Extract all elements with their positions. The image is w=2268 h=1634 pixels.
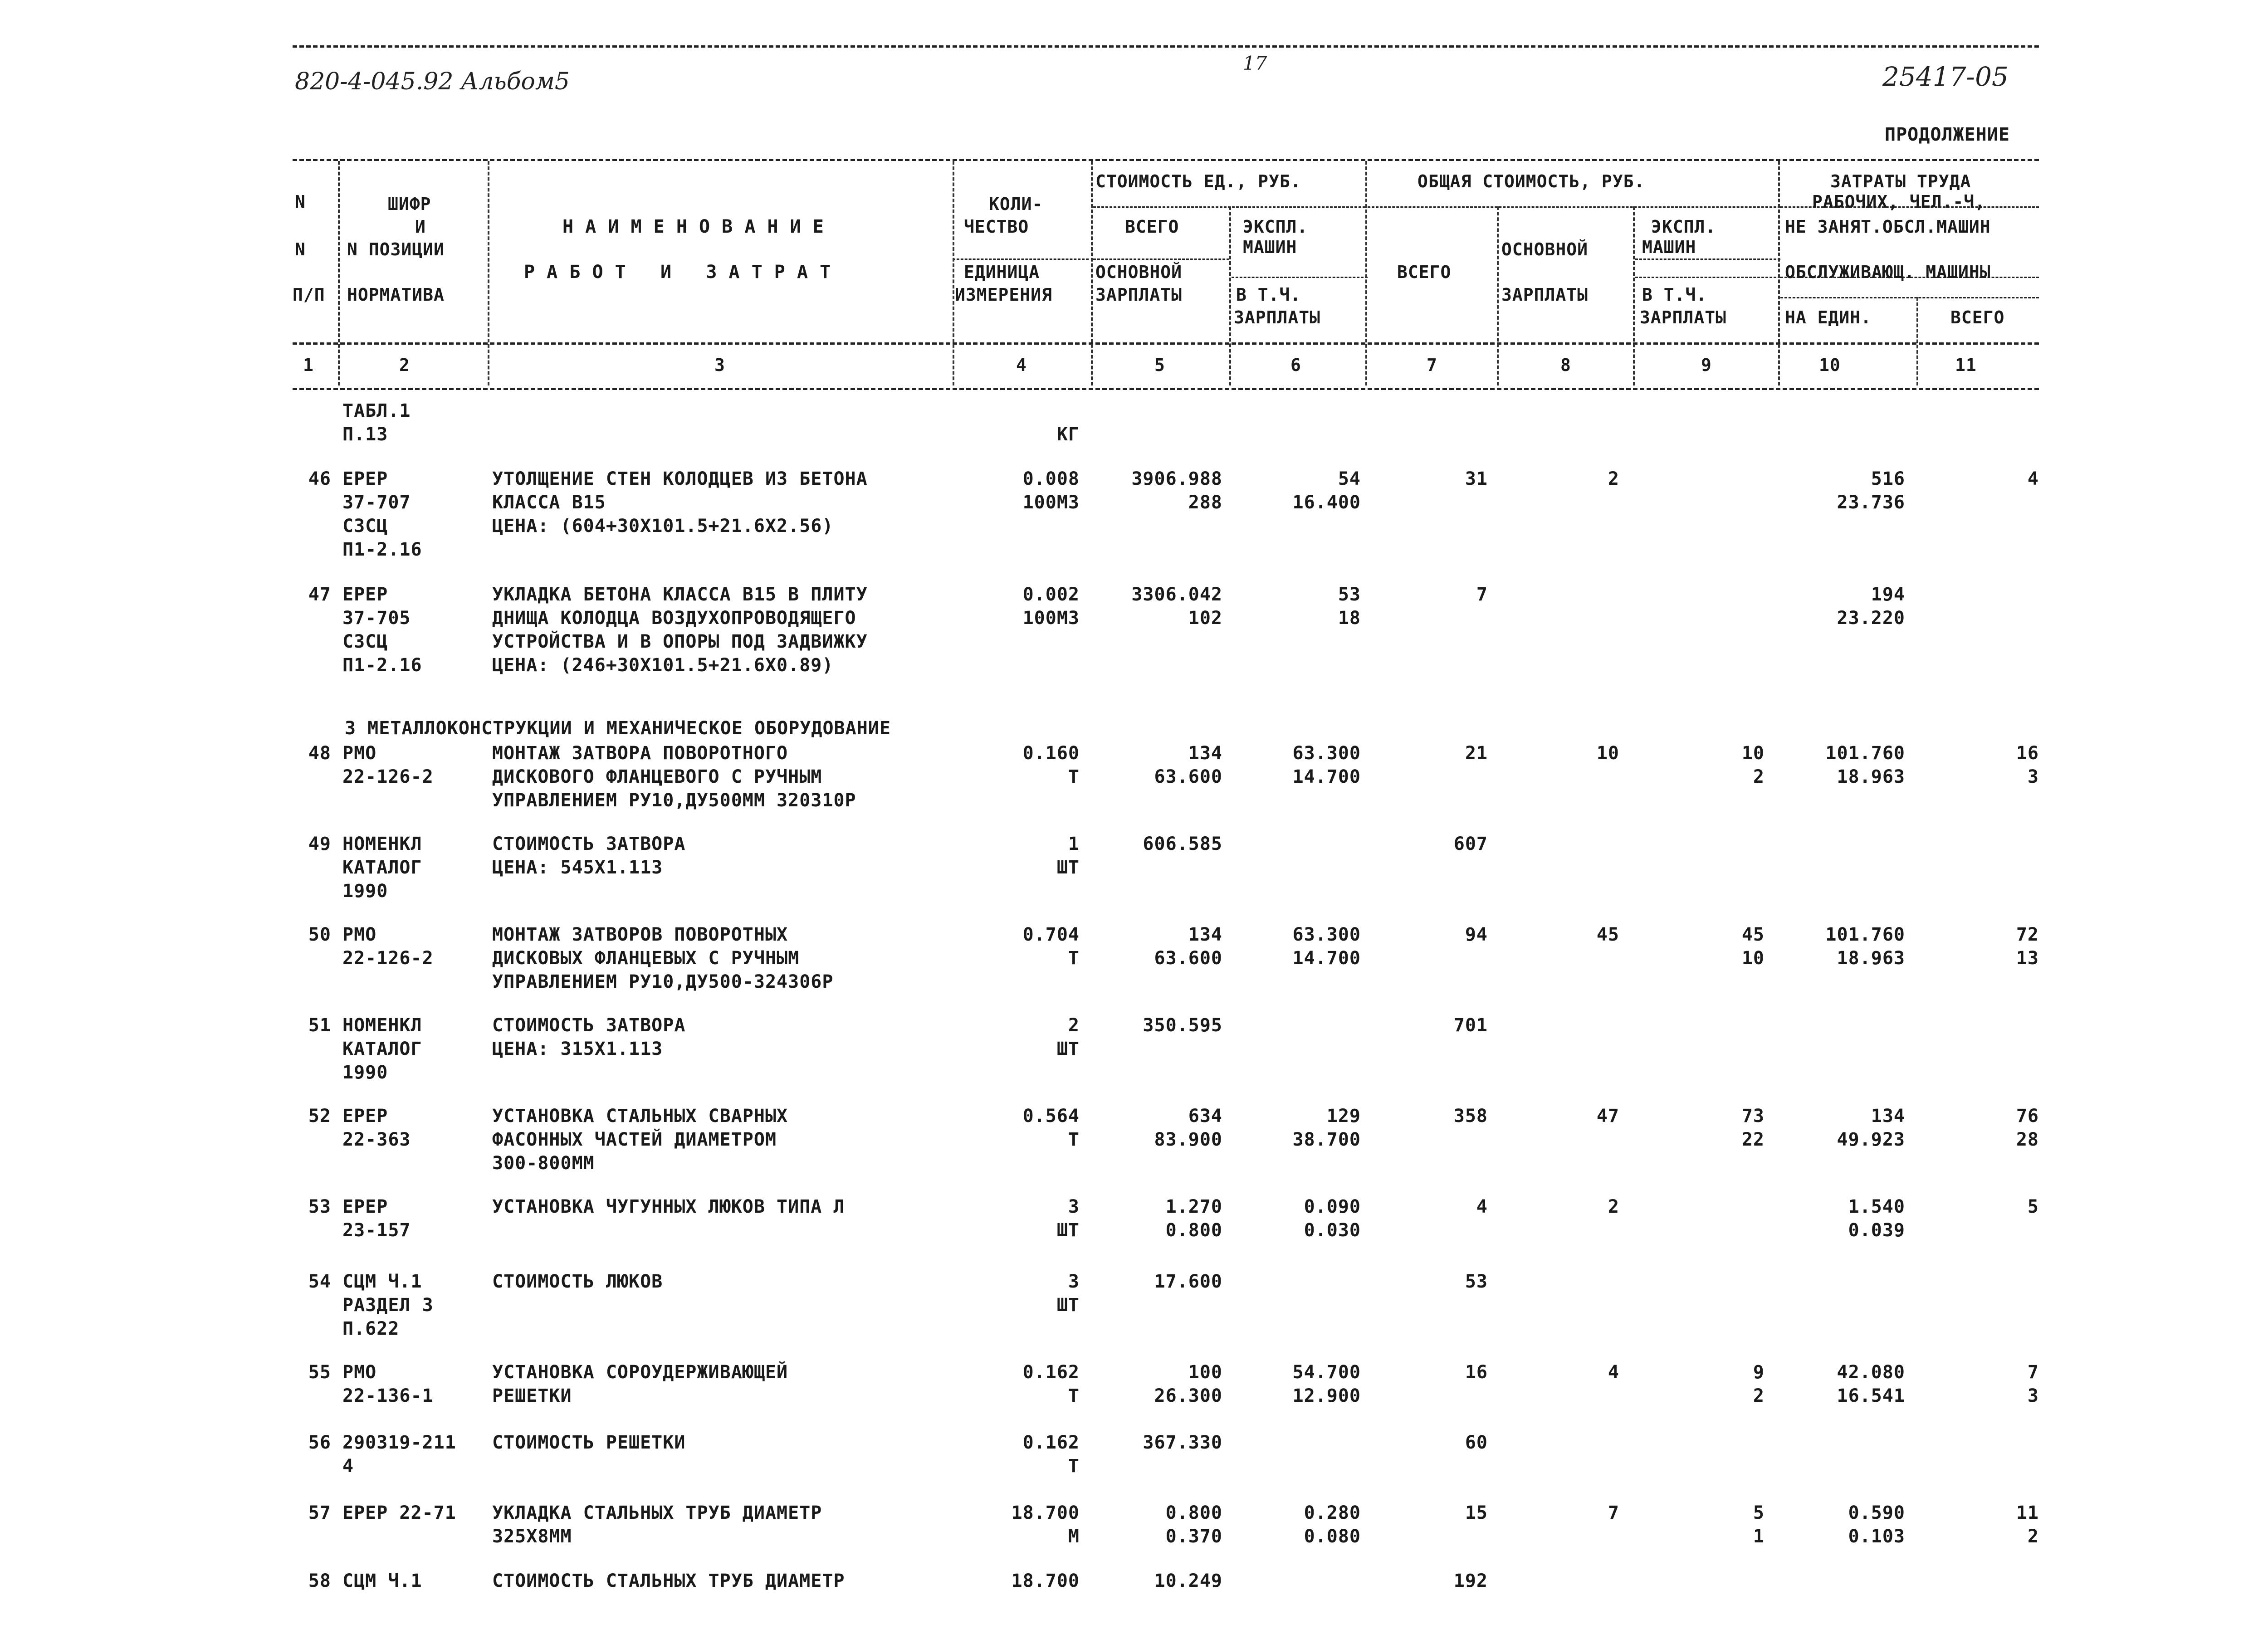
colnum-6: 6 (1290, 355, 1301, 375)
cell-c7: 607 (1453, 834, 1488, 854)
cell-n: 51 (308, 1015, 331, 1036)
cell-c5: 100 26.300 (1154, 1362, 1222, 1406)
cell-c11: 72 13 (2016, 924, 2039, 969)
cell-name: СТОИМОСТЬ ЛЮКОВ (492, 1271, 663, 1292)
cell-name: МОНТАЖ ЗАТВОРА ПОВОРОТНОГО ДИСКОВОГО ФЛАНЦЕВОГО С РУЧНЫМ УПРАВЛЕНИЕМ РУ10,ДУ500ММ 320310Р (492, 743, 856, 811)
vsep-10 (1916, 297, 1918, 385)
h-c6-0: ЭКСПЛ. (1243, 217, 1308, 237)
h9-subline (1635, 259, 1780, 260)
cell-n: 53 (308, 1196, 331, 1217)
h-c6-3: ЗАРПЛАТЫ (1234, 307, 1321, 327)
cell-name: УСТАНОВКА СТАЛЬНЫХ СВАРНЫХ ФАСОННЫХ ЧАСТЕЙ ДИАМЕТРОМ 300-800ММ (492, 1106, 788, 1174)
h-c9-1: МАШИН (1642, 237, 1696, 257)
cell-name: СТОИМОСТЬ РЕШЕТКИ (492, 1432, 686, 1453)
cell-c8: 47 (1596, 1106, 1619, 1127)
h-c11: ВСЕГО (1950, 307, 2005, 327)
cell-c6: 63.300 14.700 (1292, 743, 1361, 787)
cell-code: ЕРЕР 37-705 С3СЦ П1-2.16 (342, 584, 422, 676)
cell-c10: 101.760 18.963 (1825, 924, 1905, 969)
section-title: 3 МЕТАЛЛОКОНСТРУКЦИИ И МЕХАНИЧЕСКОЕ ОБОРУДОВАНИЕ (345, 718, 891, 739)
h-c2-3: НОРМАТИВА (347, 285, 445, 305)
cell-c5: 1.270 0.800 (1165, 1196, 1222, 1241)
h-c1-1: N (295, 239, 306, 259)
cell-c10: 1.540 0.039 (1848, 1196, 1905, 1241)
h1011-midline2 (1780, 297, 2039, 298)
colnum-11: 11 (1955, 355, 1977, 375)
cell-qty: 0.704 Т (1022, 924, 1080, 969)
cell-qty: 3 ШТ (1056, 1271, 1080, 1316)
cell-c5: 367.330 (1143, 1432, 1222, 1453)
cell-qty: 2 ШТ (1056, 1015, 1080, 1059)
cell-c11: 11 2 (2016, 1502, 2039, 1547)
h-c9-0: ЭКСПЛ. (1651, 217, 1716, 237)
header-bottom-line (293, 342, 2039, 345)
cell-qty: 0.162 Т (1022, 1432, 1080, 1477)
cell-c5: 0.800 0.370 (1165, 1502, 1222, 1547)
h9-subline2 (1635, 277, 1780, 278)
cell-n: 56 (308, 1432, 331, 1453)
cell-code: РМО 22-126-2 (342, 743, 434, 787)
cell-code: ЕРЕР 37-707 С3СЦ П1-2.16 (342, 468, 422, 560)
cell-c6: 0.280 0.080 (1304, 1502, 1361, 1547)
vsep-3 (953, 161, 954, 385)
cell-c5: 3906.988 288 (1131, 468, 1222, 513)
h6-subline (1232, 277, 1368, 278)
cell-c5: 10.249 (1154, 1571, 1222, 1591)
cell-c8: 2 (1608, 1196, 1619, 1217)
cell-name: УКЛАДКА БЕТОНА КЛАССА В15 В ПЛИТУ ДНИЩА КОЛОДЦА ВОЗДУХОПРОВОДЯЩЕГО УСТРОЙСТВА И В ОПОРЫ ПОД ЗАДВИЖКУ ЦЕНА: (246+30Х101.5+21.6Х0.89) (492, 584, 868, 676)
cell-c7: 4 (1476, 1196, 1488, 1217)
doc-code: 820-4-045.92 Альбом5 (295, 68, 570, 95)
cell-n: 49 (308, 834, 331, 854)
page-number: 17 (1243, 52, 1267, 74)
h-c9-2: В Т.Ч. (1642, 285, 1707, 305)
h-c9-3: ЗАРПЛАТЫ (1640, 307, 1727, 327)
h-c5-2: ЗАРПЛАТЫ (1095, 285, 1183, 305)
doc-number: 25417-05 (1882, 61, 2009, 92)
cell-code: РМО 22-136-1 (342, 1362, 434, 1406)
cell-c8: 2 (1608, 468, 1619, 489)
cell-name: СТОИМОСТЬ ЗАТВОРА ЦЕНА: 315Х1.113 (492, 1015, 686, 1059)
h-c3-name: Н А И М Е Н О В А Н И Е (562, 216, 824, 237)
h-c3-works: Р А Б О Т И З А Т Р А Т (524, 262, 831, 283)
h-c1011-mid: ОБСЛУЖИВАЮЩ. МАШИНЫ (1785, 262, 1991, 282)
cell-c7: 16 (1465, 1362, 1488, 1383)
colnum-4: 4 (1016, 355, 1027, 375)
h-c1011-top-2: НЕ ЗАНЯТ.ОБСЛ.МАШИН (1785, 217, 1991, 237)
cell-c7: 21 (1465, 743, 1488, 764)
cell-qty: 0.564 Т (1022, 1106, 1080, 1150)
cell-c7: 701 (1453, 1015, 1488, 1036)
cell-c5: 134 63.600 (1154, 924, 1222, 969)
colnum-bottom-line (293, 388, 2039, 390)
cell-n: 50 (308, 924, 331, 945)
h-c4-3: ИЗМЕРЕНИЯ (955, 285, 1052, 305)
h-c1011-top-0: ЗАТРАТЫ ТРУДА (1830, 171, 1971, 191)
h-c2-1: И (415, 217, 426, 237)
h5-subline (1093, 259, 1229, 260)
vsep-4 (1091, 161, 1093, 385)
cell-n: 48 (308, 743, 331, 764)
h-c7: ВСЕГО (1397, 262, 1452, 282)
cell-c10: 134 49.923 (1837, 1106, 1905, 1150)
h-c4-1: ЧЕСТВО (964, 217, 1029, 237)
cell-qty: 0.160 Т (1022, 743, 1080, 787)
cell-code: РМО 22-126-2 (342, 924, 434, 969)
h-c2-0: ШИФР (388, 194, 431, 214)
cell-c7: 15 (1465, 1502, 1488, 1523)
cell-qty: 0.162 Т (1022, 1362, 1080, 1406)
top-border (293, 45, 2039, 48)
h-c8-1: ЗАРПЛАТЫ (1501, 285, 1589, 305)
cell-c5: 134 63.600 (1154, 743, 1222, 787)
cell-code: НОМЕНКЛ КАТАЛОГ 1990 (342, 834, 422, 902)
cell-c7: 358 (1453, 1106, 1488, 1127)
colnum-2: 2 (399, 355, 410, 375)
vsep-6 (1365, 161, 1367, 385)
vsep-2 (488, 161, 489, 385)
cell-c11: 5 (2027, 1196, 2039, 1217)
cell-c5: 606.585 (1143, 834, 1222, 854)
cell-name: СТОИМОСТЬ ЗАТВОРА ЦЕНА: 545Х1.113 (492, 834, 686, 878)
cell-c11: 76 28 (2016, 1106, 2039, 1150)
cell-code: ТАБЛ.1 П.13 (342, 400, 411, 445)
h-c1-2: П/П (293, 285, 325, 305)
h-c4-2: ЕДИНИЦА (964, 262, 1040, 282)
vsep-7 (1497, 206, 1499, 385)
colnum-5: 5 (1154, 355, 1165, 375)
colnum-7: 7 (1427, 355, 1437, 375)
h-c1011-top-1: РАБОЧИХ, ЧЕЛ.-Ч, (1812, 192, 1986, 212)
cell-name: УТОЛЩЕНИЕ СТЕН КОЛОДЦЕВ ИЗ БЕТОНА КЛАССА В15 ЦЕНА: (604+30Х101.5+21.6Х2.56) (492, 468, 868, 537)
cell-qty: 0.008 100М3 (1022, 468, 1080, 513)
h-c5-0: ВСЕГО (1125, 217, 1179, 237)
cell-name: СТОИМОСТЬ СТАЛЬНЫХ ТРУБ ДИАМЕТР (492, 1571, 845, 1591)
cell-c7: 94 (1465, 924, 1488, 945)
cell-c9: 10 2 (1741, 743, 1765, 787)
cell-code: ЕРЕР 23-157 (342, 1196, 411, 1241)
cell-n: 54 (308, 1271, 331, 1292)
colnum-8: 8 (1560, 355, 1571, 375)
h-c6-2: В Т.Ч. (1236, 285, 1301, 305)
cell-n: 57 (308, 1502, 331, 1523)
cell-code: ЕРЕР 22-71 (342, 1502, 456, 1523)
cell-c7: 60 (1465, 1432, 1488, 1453)
colnum-1: 1 (303, 355, 314, 375)
vsep-1 (338, 161, 340, 385)
cell-c9: 73 22 (1741, 1106, 1765, 1150)
vsep-9 (1778, 161, 1780, 385)
h-c56-top: СТОИМОСТЬ ЕД., РУБ. (1095, 171, 1301, 191)
cell-name: УКЛАДКА СТАЛЬНЫХ ТРУБ ДИАМЕТР 325Х8ММ (492, 1502, 822, 1547)
cell-c9: 5 1 (1753, 1502, 1765, 1547)
cell-c5: 17.600 (1154, 1271, 1222, 1292)
cell-qty: 0.002 100М3 (1022, 584, 1080, 629)
cell-code: СЦМ Ч.1 РАЗДЕЛ 3 П.622 (342, 1271, 434, 1339)
cell-name: УСТАНОВКА ЧУГУННЫХ ЛЮКОВ ТИПА Л (492, 1196, 845, 1217)
cell-code: НОМЕНКЛ КАТАЛОГ 1990 (342, 1015, 422, 1083)
cell-c7: 53 (1465, 1271, 1488, 1292)
h79-subline (1368, 206, 1780, 208)
cell-qty: КГ (1056, 424, 1080, 445)
cell-qty: 18.700 (1011, 1571, 1080, 1591)
cell-c10: 42.080 16.541 (1837, 1362, 1905, 1406)
h4-subline (953, 259, 1089, 260)
cell-c10: 0.590 0.103 (1848, 1502, 1905, 1547)
cell-n: 46 (308, 468, 331, 489)
h-c79-top: ОБЩАЯ СТОИМОСТЬ, РУБ. (1418, 171, 1645, 191)
cell-n: 55 (308, 1362, 331, 1383)
colnum-9: 9 (1701, 355, 1712, 375)
cell-c8: 45 (1596, 924, 1619, 945)
h-c2-2: N ПОЗИЦИИ (347, 239, 445, 259)
cell-c5: 3306.042 102 (1131, 584, 1222, 629)
header-top-line (293, 159, 2039, 161)
cell-c7: 31 (1465, 468, 1488, 489)
cell-n: 52 (308, 1106, 331, 1127)
h-c1-0: N (295, 192, 306, 212)
h-c8-0: ОСНОВНОЙ (1501, 239, 1589, 259)
continuation-label: ПРОДОЛЖЕНИЕ (1885, 124, 2010, 145)
cell-qty: 1 ШТ (1056, 834, 1080, 878)
cell-c6: 129 38.700 (1292, 1106, 1361, 1150)
cell-c9: 9 2 (1753, 1362, 1765, 1406)
vsep-8 (1633, 206, 1635, 385)
cell-c6: 54 16.400 (1292, 468, 1361, 513)
cell-name: МОНТАЖ ЗАТВОРОВ ПОВОРОТНЫХ ДИСКОВЫХ ФЛАНЦЕВЫХ С РУЧНЫМ УПРАВЛЕНИЕМ РУ10,ДУ500-324306Р (492, 924, 834, 992)
cell-c10: 194 23.220 (1837, 584, 1905, 629)
cell-c10: 516 23.736 (1837, 468, 1905, 513)
h-c10: НА ЕДИН. (1785, 307, 1872, 327)
cell-c6: 54.700 12.900 (1292, 1362, 1361, 1406)
colnum-10: 10 (1819, 355, 1841, 375)
cell-c8: 10 (1596, 743, 1619, 764)
cell-code: ЕРЕР 22-363 (342, 1106, 411, 1150)
cell-n: 47 (308, 584, 331, 605)
h-c6-1: МАШИН (1243, 237, 1297, 257)
cell-qty: 3 ШТ (1056, 1196, 1080, 1241)
cell-c7: 192 (1453, 1571, 1488, 1591)
cell-c10: 101.760 18.963 (1825, 743, 1905, 787)
cell-c6: 63.300 14.700 (1292, 924, 1361, 969)
cell-c11: 16 3 (2016, 743, 2039, 787)
cell-c8: 4 (1608, 1362, 1619, 1383)
cell-code: СЦМ Ч.1 (342, 1571, 422, 1591)
cell-c11: 7 3 (2027, 1362, 2039, 1406)
cell-c6: 0.090 0.030 (1304, 1196, 1361, 1241)
cell-code: 290319-211 4 (342, 1432, 456, 1477)
cell-name: УСТАНОВКА СОРОУДЕРЖИВАЮЩЕЙ РЕШЕТКИ (492, 1362, 788, 1406)
cell-c7: 7 (1476, 584, 1488, 605)
cell-qty: 18.700 М (1011, 1502, 1080, 1547)
cell-c9: 45 10 (1741, 924, 1765, 969)
cell-c6: 53 18 (1338, 584, 1361, 629)
cell-c5: 350.595 (1143, 1015, 1222, 1036)
cell-c11: 4 (2027, 468, 2039, 489)
cell-c5: 634 83.900 (1154, 1106, 1222, 1150)
cell-n: 58 (308, 1571, 331, 1591)
colnum-3: 3 (714, 355, 725, 375)
h-c4-0: КОЛИ- (989, 194, 1043, 214)
vsep-5 (1229, 206, 1231, 385)
cell-c8: 7 (1608, 1502, 1619, 1523)
h-c5-1: ОСНОВНОЙ (1095, 262, 1183, 282)
